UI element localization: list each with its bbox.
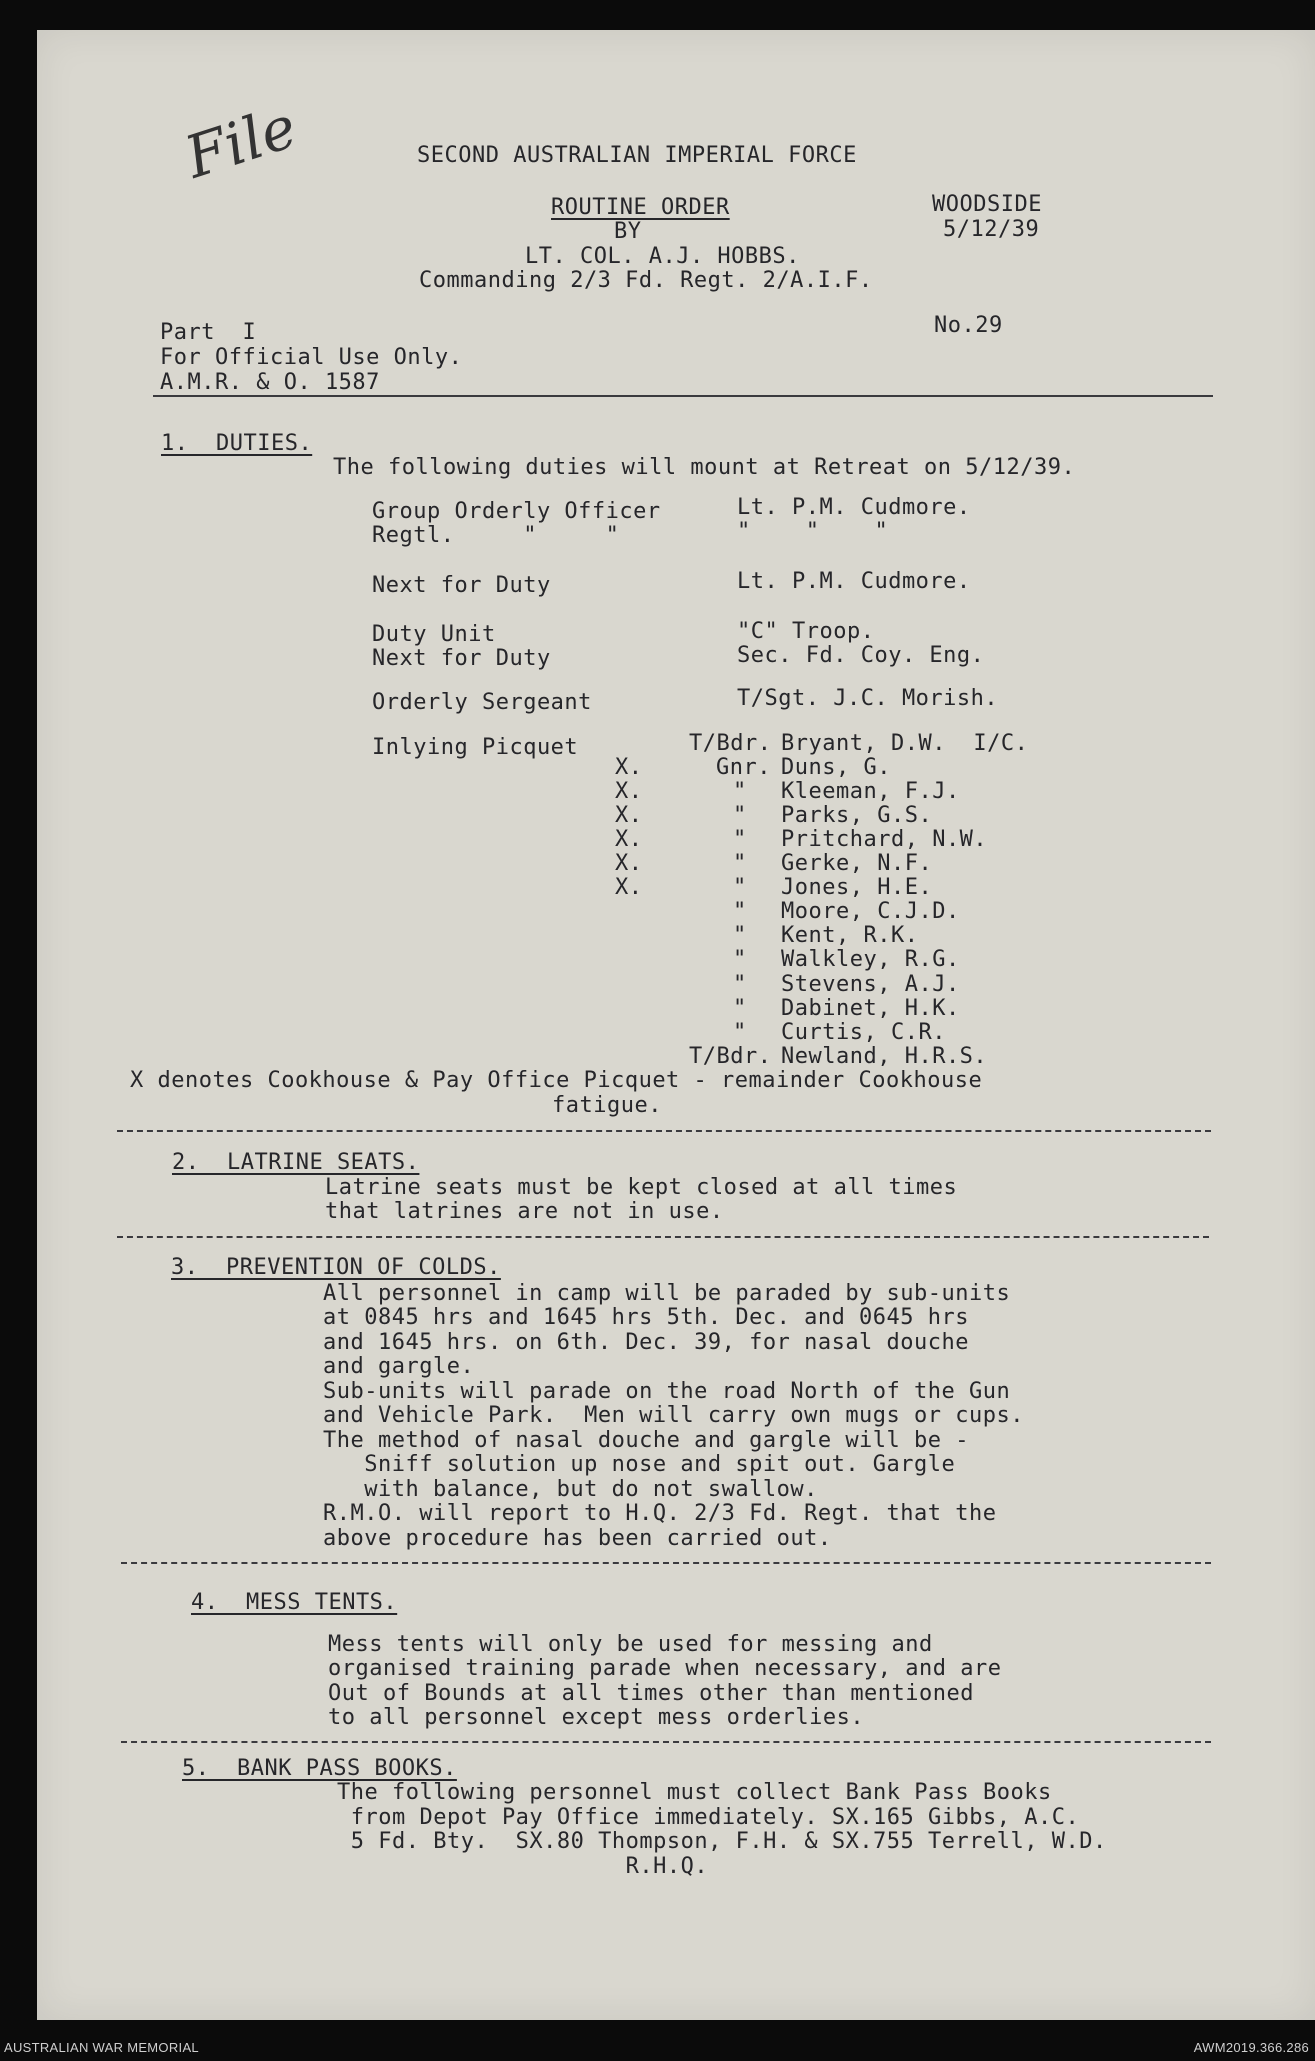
duty-role: Orderly Sergeant	[372, 690, 592, 715]
duty-role: Duty Unit	[372, 622, 496, 647]
command-line: Commanding 2/3 Fd. Regt. 2/A.I.F.	[419, 268, 873, 293]
duty-name: T/Sgt. J.C. Morish.	[737, 686, 999, 711]
picquet-rank: "	[733, 899, 747, 924]
picquet-name: Kent, R.K.	[781, 923, 919, 948]
section-line: from Depot Pay Office immediately. SX.165 Gibbs, A.C.	[337, 1805, 1080, 1830]
section-heading-bank: 5. BANK PASS BOOKS.	[182, 1756, 457, 1781]
divider	[117, 1130, 1211, 1132]
section-line: and Vehicle Park. Men will carry own mugs or cups.	[323, 1403, 1025, 1428]
duty-name: "C" Troop.	[737, 619, 875, 644]
section-line: R.H.Q.	[337, 1854, 709, 1879]
duty-name: Sec. Fd. Coy. Eng.	[737, 643, 985, 668]
section-line: to all personnel except mess orderlies.	[328, 1705, 865, 1730]
section-line: The following personnel must collect Bank Pass Books	[337, 1780, 1052, 1805]
picquet-rank: T/Bdr.	[689, 1044, 772, 1069]
picquet-name: Parks, G.S.	[781, 803, 933, 828]
picquet-mark: X.	[615, 851, 643, 876]
section-heading-mess: 4. MESS TENTS.	[191, 1590, 398, 1615]
picquet-mark: X.	[615, 803, 643, 828]
duty-name: Lt. P.M. Cudmore.	[737, 495, 971, 520]
picquet-rank: T/Bdr.	[689, 731, 772, 756]
picquet-rank: "	[733, 827, 747, 852]
section-line: Sniff solution up nose and spit out. Gargle	[323, 1452, 956, 1477]
section-line: organised training parade when necessary, and are	[328, 1656, 1002, 1681]
divider	[153, 395, 1213, 397]
picquet-rank: "	[733, 875, 747, 900]
picquet-rank: "	[733, 851, 747, 876]
picquet-name: Pritchard, N.W.	[781, 827, 988, 852]
order-number: No.29	[934, 313, 1003, 338]
section-line: R.M.O. will report to H.Q. 2/3 Fd. Regt. that the	[323, 1501, 997, 1526]
section-heading-colds: 3. PREVENTION OF COLDS.	[171, 1255, 501, 1280]
section-line: and gargle.	[323, 1354, 475, 1379]
officer-name: LT. COL. A.J. HOBBS.	[525, 244, 800, 269]
duties-intro: The following duties will mount at Retreat on 5/12/39.	[333, 455, 1076, 480]
section-line: and 1645 hrs. on 6th. Dec. 39, for nasal douche	[323, 1330, 970, 1355]
picquet-mark: X.	[615, 779, 643, 804]
picquet-name: Gerke, N.F.	[781, 851, 933, 876]
section-line: above procedure has been carried out.	[323, 1526, 832, 1551]
picquet-name: Curtis, C.R.	[781, 1020, 946, 1045]
section-line: The method of nasal douche and gargle will be -	[323, 1428, 970, 1453]
picquet-name: Moore, C.J.D.	[781, 899, 960, 924]
section-line: Latrine seats must be kept closed at all times	[325, 1175, 958, 1200]
section-heading-latrine: 2. LATRINE SEATS.	[172, 1150, 420, 1175]
section-line: Mess tents will only be used for messing and	[328, 1632, 933, 1657]
handwritten-annotation: File	[177, 92, 305, 192]
picquet-note: fatigue.	[552, 1093, 662, 1118]
order-by: BY	[614, 219, 642, 244]
picquet-name: Jones, H.E.	[781, 875, 933, 900]
picquet-name: Newland, H.R.S.	[781, 1044, 988, 1069]
picquet-name: Walkley, R.G.	[781, 947, 960, 972]
picquet-name: Bryant, D.W. I/C.	[781, 731, 1029, 756]
picquet-name: Dabinet, H.K.	[781, 996, 960, 1021]
picquet-rank: "	[733, 947, 747, 972]
reference: A.M.R. & O. 1587	[160, 370, 380, 395]
section-line: with balance, but do not swallow.	[323, 1477, 818, 1502]
duty-role: Regtl. " "	[372, 523, 620, 548]
picquet-rank: "	[733, 996, 747, 1021]
duty-role: Next for Duty	[372, 646, 551, 671]
document-title: SECOND AUSTRALIAN IMPERIAL FORCE	[417, 143, 857, 168]
picquet-rank: Gnr.	[716, 755, 771, 780]
location: WOODSIDE	[932, 192, 1042, 217]
duty-role: Inlying Picquet	[372, 735, 579, 760]
picquet-mark: X.	[615, 875, 643, 900]
picquet-rank: "	[733, 779, 747, 804]
section-line: Sub-units will parade on the road North of the Gun	[323, 1379, 1011, 1404]
duty-name: " " "	[737, 519, 889, 544]
picquet-note: X denotes Cookhouse & Pay Office Picquet - remainder Cookhouse	[130, 1068, 983, 1093]
footer-left: AUSTRALIAN WAR MEMORIAL	[4, 2040, 199, 2055]
section-line: Out of Bounds at all times other than mentioned	[328, 1681, 975, 1706]
section-line: that latrines are not in use.	[325, 1199, 724, 1224]
picquet-mark: X.	[615, 827, 643, 852]
order-type: ROUTINE ORDER	[551, 195, 730, 220]
divider	[121, 1741, 1211, 1743]
picquet-mark: X.	[615, 755, 643, 780]
picquet-rank: "	[733, 1020, 747, 1045]
document-page	[37, 30, 1315, 2020]
duty-name: Lt. P.M. Cudmore.	[737, 569, 971, 594]
picquet-rank: "	[733, 972, 747, 997]
duty-role: Group Orderly Officer	[372, 499, 661, 524]
part-label: Part I	[160, 320, 257, 345]
picquet-name: Duns, G.	[781, 755, 891, 780]
footer-right: AWM2019.366.286	[1193, 2040, 1309, 2055]
picquet-name: Kleeman, F.J.	[781, 779, 960, 804]
picquet-rank: "	[733, 803, 747, 828]
order-date: 5/12/39	[943, 217, 1040, 242]
picquet-name: Stevens, A.J.	[781, 972, 960, 997]
official-use: For Official Use Only.	[160, 345, 463, 370]
duty-role: Next for Duty	[372, 573, 551, 598]
section-line: at 0845 hrs and 1645 hrs 5th. Dec. and 0645 hrs	[323, 1305, 970, 1330]
section-line: All personnel in camp will be paraded by sub-units	[323, 1281, 1011, 1306]
divider	[117, 1236, 1209, 1238]
section-line: 5 Fd. Bty. SX.80 Thompson, F.H. & SX.755 Terrell, W.D.	[337, 1829, 1107, 1854]
section-heading-duties: 1. DUTIES.	[161, 431, 313, 456]
picquet-rank: "	[733, 923, 747, 948]
divider	[121, 1562, 1211, 1564]
